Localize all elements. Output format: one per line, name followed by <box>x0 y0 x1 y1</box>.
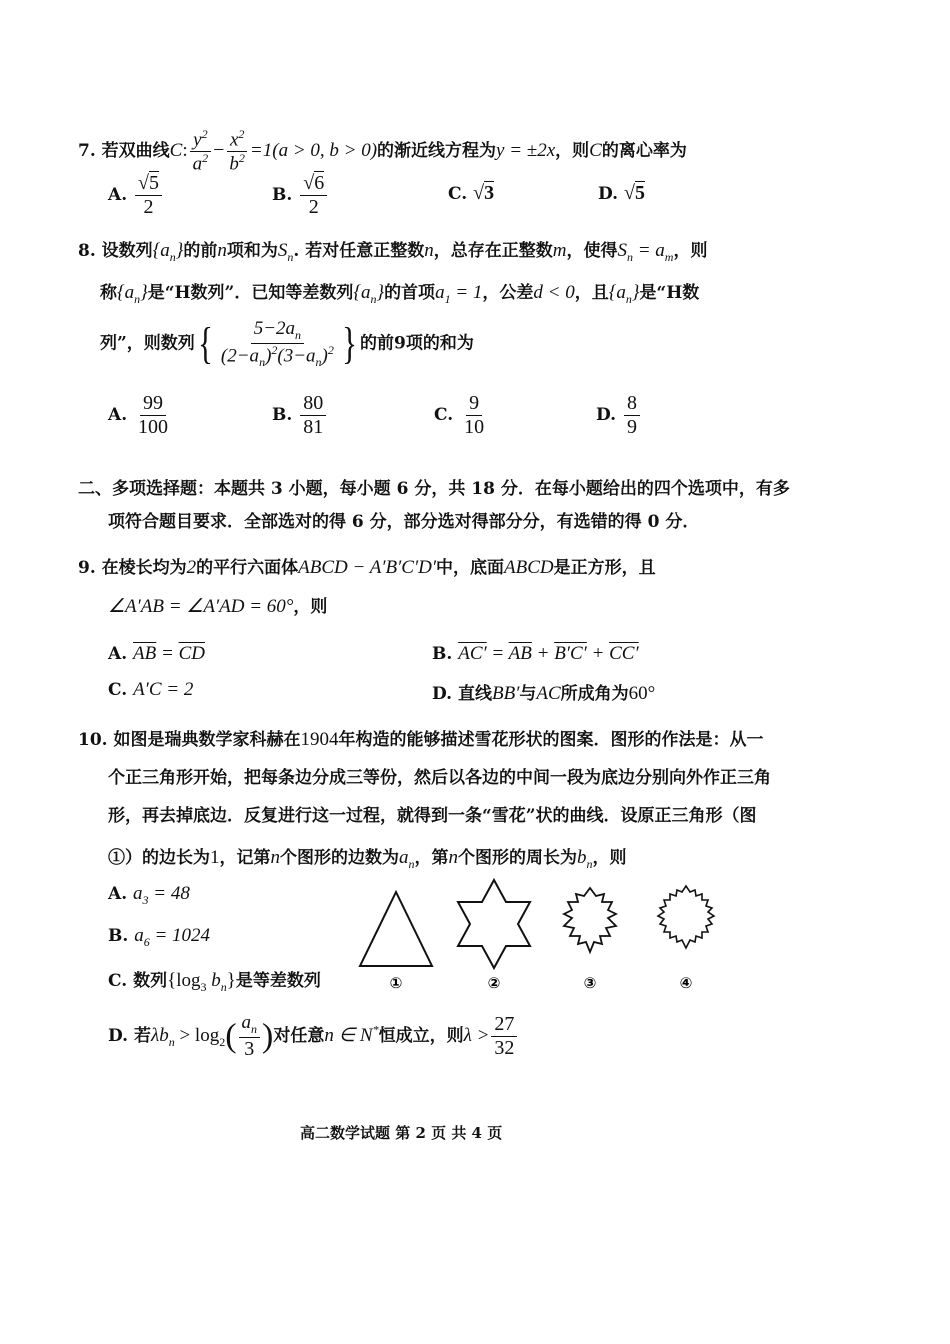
q7-option-b[interactable]: B. $\frac{√6}{2}$ <box>272 172 329 219</box>
q10-option-d[interactable]: D. 若$\lambda b_n > \log_2$( $\frac{a_n}{3}$ )对任意n ∈ N*恒成立，则λ > $\frac{27}{32}$ <box>108 1012 519 1061</box>
q9-option-b[interactable]: B. $AC' = \overline{AB} + B'C' + CC'$ <box>432 643 639 664</box>
q10-line-1: 10. 如图是瑞典数学家科赫在1904年构造的能够描述雪花形状的图案．图形的作法是：从一 <box>78 729 764 750</box>
section-2-heading: 二、多项选择题：本题共 3 小题，每小题 6 分，共 18 分．在每小题给出的四个选项中，有多 <box>78 479 790 499</box>
figure-3-snowflake <box>564 888 616 952</box>
q9-option-a[interactable]: A. $\overline{AB} = \overline{CD}$ <box>108 643 205 664</box>
q10-line-3: 形，再去掉底边．反复进行这一过程，就得到一条“雪花”状的曲线．设原正三角形（图 <box>108 806 757 826</box>
figure-2-label: ② <box>487 974 501 992</box>
q8-line-2: 称$\{a_n\}$是“H数列”．已知等差数列$\{a_n\}$的首项$a_1 = 1$，公差d < 0，且$\{a_n\}$是“H数 <box>100 282 700 306</box>
q8-option-d[interactable]: D. $\frac{8}{9}$ <box>596 392 642 439</box>
q7-stem: 7. 若双曲线C: $\frac{y^2}{a^2}$ − $\frac{x^2}{b^2}$ =1(a > 0, b > 0)的渐近线方程为y = ±2x，则C的离心率为 <box>78 127 687 175</box>
q7-option-c[interactable]: C. √3 <box>448 182 495 204</box>
q8-option-c[interactable]: C. $\frac{9}{10}$ <box>434 392 485 438</box>
figure-1-triangle <box>360 892 432 966</box>
q10-option-a[interactable]: A. $a_3 = 48$ <box>108 883 190 907</box>
q9-line-2: ∠A′AB = ∠A′AD = 60°，则 <box>108 596 328 617</box>
q8-line-3: 列”，则数列{ $\frac{5-2a_n}{(2-a_n)^2(3-a_n)^2}$ } 的前9项的和为 <box>100 318 474 369</box>
q7-option-a[interactable]: A. $\frac{√5}{2}$ <box>108 172 164 219</box>
section-2-instructions: 项符合题目要求．全部选对的得 6 分，部分选对得部分分，有选错的得 0 分． <box>108 512 700 532</box>
q9-option-d[interactable]: D. 直线BB′与AC所成角为60° <box>432 683 656 704</box>
q10-line-4: ①）的边长为1，记第n个图形的边数为$a_n$，第n个图形的周长为$b_n$，则 <box>108 847 627 871</box>
q10-option-b[interactable]: B. $a_6 = 1024$ <box>108 925 211 949</box>
figure-3-label: ③ <box>583 974 597 992</box>
figure-1-label: ① <box>389 974 403 992</box>
q10-number: 10. <box>78 730 108 750</box>
q10-line-2: 个正三角形开始，把每条边分成三等份，然后以各边的中间一段为底边分别向外作正三角 <box>108 768 771 788</box>
q7-number: 7. <box>78 141 96 162</box>
q10-option-c[interactable]: C. 数列{$\log_3$ $b_n$}是等差数列 <box>108 970 321 994</box>
q9-option-c[interactable]: C. A′C = 2 <box>108 679 194 700</box>
q8-option-b[interactable]: B. $\frac{80}{81}$ <box>272 392 328 439</box>
figure-4-snowflake <box>658 886 714 948</box>
q7-frac-y: $\frac{y^2}{a^2}$ <box>190 128 212 175</box>
q9-number: 9. <box>78 558 96 578</box>
q8-number: 8. <box>78 241 96 261</box>
q9-line-1: 9. 在棱长均为2的平行六面体ABCD − A′B′C′D′中，底面ABCD是正方形，且 <box>78 557 656 578</box>
q7-frac-x: $\frac{x^2}{b^2}$ <box>226 128 248 175</box>
q8-option-a[interactable]: A. $\frac{99}{100}$ <box>108 392 169 438</box>
figure-4-label: ④ <box>679 974 693 992</box>
page-footer: 高二数学试题 第 2 页 共 4 页 <box>300 1124 503 1142</box>
q7-option-d[interactable]: D. √5 <box>598 182 645 204</box>
figure-2-star <box>458 880 530 968</box>
koch-snowflake-figures <box>350 870 740 1000</box>
q8-sequence-fraction: $\frac{5-2a_n}{(2-a_n)^2(3-a_n)^2}$ <box>220 318 334 369</box>
q8-line-1: 8. 设数列$\{a_n\}$的前n项和为$S_n$. 若对任意正整数n，总存在正整数m，使得$S_n = a_m$，则 <box>78 240 708 264</box>
